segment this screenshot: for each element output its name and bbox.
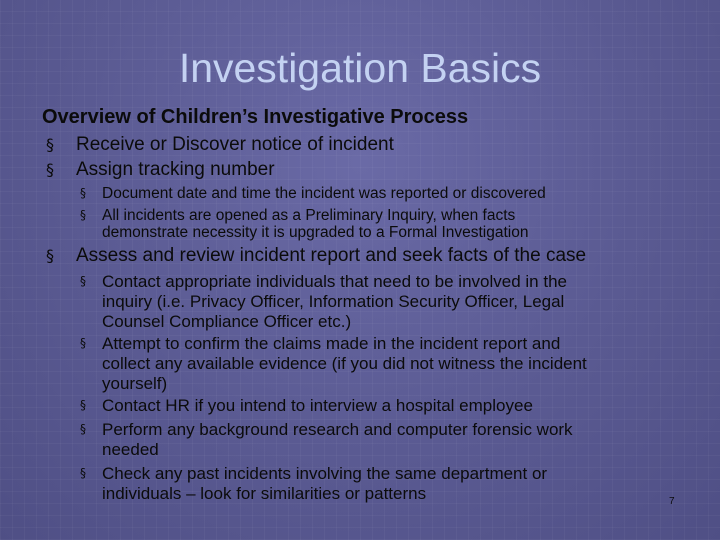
subbullet-line: Perform any background research and computer forensic work <box>102 420 573 439</box>
bullet-icon: § <box>80 336 86 350</box>
bullet-icon: § <box>80 398 86 412</box>
subbullet-line: individuals – look for similarities or patterns <box>102 484 427 503</box>
bullet-icon: § <box>46 246 54 265</box>
bullet-icon: § <box>80 466 86 480</box>
bullet-text: Assign tracking number <box>76 159 275 180</box>
bullet-text: Assess and review incident report and seek facts of the case <box>76 245 587 266</box>
bullet-icon: § <box>80 274 86 288</box>
bullet-icon: § <box>80 422 86 436</box>
subbullet-line: Document date and time the incident was reported or discovered <box>102 185 546 202</box>
subbullet-line: Counsel Compliance Officer etc.) <box>102 312 352 331</box>
bullet-icon: § <box>80 208 86 222</box>
section-heading: Overview of Children’s Investigative Process <box>42 106 469 128</box>
subbullet-line: inquiry (i.e. Privacy Officer, Information Security Officer, Legal <box>102 292 565 311</box>
subbullet-line: yourself) <box>102 374 168 393</box>
bullet-icon: § <box>46 135 54 154</box>
bullet-icon: § <box>80 186 86 200</box>
bullet-icon: § <box>46 160 54 179</box>
subbullet-line: needed <box>102 440 159 459</box>
subbullet-line: All incidents are opened as a Preliminary Inquiry, when facts <box>102 207 516 224</box>
subbullet-line: Attempt to confirm the claims made in the incident report and <box>102 334 561 353</box>
subbullet-line: demonstrate necessity it is upgraded to a Formal Investigation <box>102 224 529 241</box>
subbullet-line: Check any past incidents involving the same department or <box>102 464 548 483</box>
page-number: 7 <box>669 496 675 507</box>
subbullet-line: collect any available evidence (if you did not witness the incident <box>102 354 587 373</box>
subbullet-line: Contact appropriate individuals that need to be involved in the <box>102 272 567 291</box>
subbullet-line: Contact HR if you intend to interview a hospital employee <box>102 396 533 415</box>
slide-title: Investigation Basics <box>178 45 542 91</box>
bullet-text: Receive or Discover notice of incident <box>76 134 394 155</box>
